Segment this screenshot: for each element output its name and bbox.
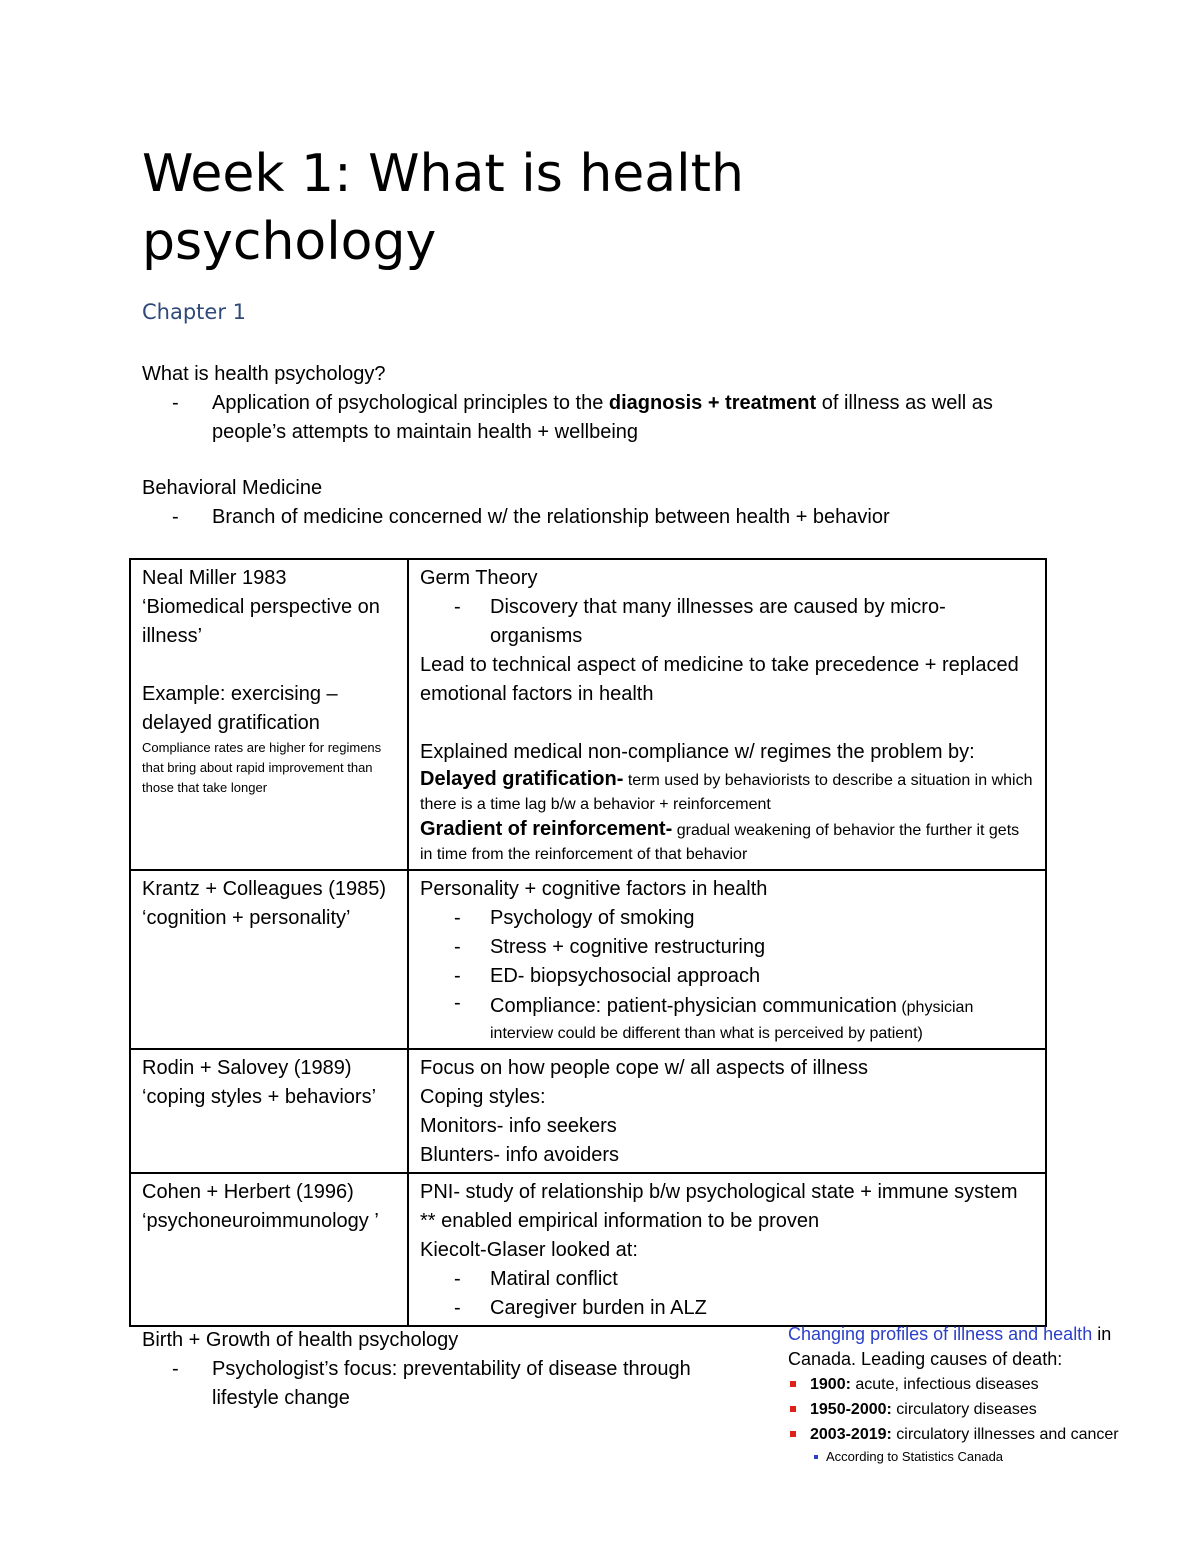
square-bullet-icon <box>790 1406 796 1412</box>
bullet-note: (physician interview could be different than what is perceived by patient) <box>490 999 974 1042</box>
list-item <box>788 1422 1168 1447</box>
behavioral-medicine-section <box>142 474 1062 532</box>
list-item <box>142 503 1062 532</box>
list-item <box>420 593 1035 651</box>
table-row <box>130 1049 1046 1173</box>
page-title: Week 1: What is health psychology <box>142 144 744 272</box>
list-item <box>142 389 1062 447</box>
cell-text: ‘coping styles + behaviors’ <box>142 1086 377 1108</box>
cell-definition <box>420 767 1035 817</box>
bullet-text: Psychology of smoking <box>490 907 695 929</box>
cell-text: Example: exercising – delayed gratification <box>142 683 338 734</box>
dash-bullet: - <box>172 506 179 528</box>
item-year: 1950-2000: <box>810 1401 892 1418</box>
definition-section <box>142 360 1062 447</box>
dash-bullet: - <box>454 965 461 987</box>
table-cell-right <box>408 870 1046 1049</box>
cell-definition <box>420 817 1035 867</box>
table-cell-left <box>130 559 408 870</box>
term-bold: Delayed gratification- <box>420 768 624 790</box>
list-item <box>420 1265 1035 1294</box>
item-text: acute, infectious diseases <box>850 1376 1039 1393</box>
cell-text: Germ Theory <box>420 567 538 589</box>
list-item <box>788 1397 1168 1422</box>
item-text: circulatory illnesses and cancer <box>891 1426 1119 1443</box>
list-item <box>420 991 1035 1046</box>
table-cell-left <box>130 1049 408 1173</box>
list-item <box>142 1355 742 1413</box>
square-bullet-icon <box>790 1381 796 1387</box>
table-row <box>130 1173 1046 1326</box>
cell-text: Cohen + Herbert (1996) <box>142 1181 354 1203</box>
behavioral-medicine-heading: Behavioral Medicine <box>142 477 323 499</box>
dash-bullet: - <box>454 907 461 929</box>
dash-bullet: - <box>454 596 461 618</box>
cell-text: Monitors- info seekers <box>420 1115 617 1137</box>
bullet-text: Matiral conflict <box>490 1268 618 1290</box>
cell-text: Personality + cognitive factors in health <box>420 878 768 900</box>
cell-text: Explained medical non-compliance w/ regimes the problem by: <box>420 741 975 763</box>
table-cell-left <box>130 1173 408 1326</box>
dash-bullet: - <box>454 992 461 1014</box>
term-text: gradual weakening of behavior the further it gets in time from the reinforcement of that behavior <box>420 822 1020 863</box>
table-cell-left <box>130 870 408 1049</box>
bullet-text-pre: Application of psychological principles to the <box>212 392 609 414</box>
bullet-text: ED- biopsychosocial approach <box>490 965 761 987</box>
history-table <box>129 558 1047 1327</box>
chapter-heading: Chapter 1 <box>142 300 246 324</box>
item-year: 1900: <box>810 1376 851 1393</box>
bullet-text-bold: diagnosis + treatment <box>608 392 817 414</box>
sidebox-title <box>788 1322 1168 1372</box>
dash-bullet: - <box>454 1268 461 1290</box>
dash-bullet: - <box>172 1358 179 1380</box>
cell-text: ‘psychoneuroimmunology ’ <box>142 1210 379 1232</box>
cell-text: ‘cognition + personality’ <box>142 907 351 929</box>
term-bold: Gradient of reinforcement- <box>420 818 673 840</box>
table-row <box>130 559 1046 870</box>
dash-bullet: - <box>454 936 461 958</box>
cell-text: ‘Biomedical perspective on illness’ <box>142 596 380 647</box>
list-item <box>420 1294 1035 1323</box>
bullet-text: Discovery that many illnesses are caused by micro-organisms <box>490 596 946 647</box>
cell-text: Lead to technical aspect of medicine to take precedence + replaced emotional factors in health <box>420 654 1019 705</box>
table-cell-right <box>408 1173 1046 1326</box>
dash-bullet: - <box>454 1297 461 1319</box>
sidebox-title-highlight: Changing profiles of illness and health <box>788 1324 1093 1344</box>
table-cell-right <box>408 1049 1046 1173</box>
list-item <box>420 904 1035 933</box>
cell-text: Blunters- info avoiders <box>420 1144 619 1166</box>
cell-text: Coping styles: <box>420 1086 546 1108</box>
square-bullet-icon <box>790 1431 796 1437</box>
table-row <box>130 870 1046 1049</box>
source-note <box>788 1447 1168 1467</box>
cell-note: Compliance rates are higher for regimens that bring about rapid improvement than those that take longer <box>142 740 382 795</box>
bullet-text: Stress + cognitive restructuring <box>490 936 766 958</box>
list-item <box>788 1372 1168 1397</box>
birth-growth-section <box>142 1326 742 1413</box>
dash-bullet: - <box>172 392 179 414</box>
term-text: term used by behaviorists to describe a situation in which there is a time lag b/w a behavior + reinforcement <box>420 772 1033 813</box>
list-item <box>420 933 1035 962</box>
birth-growth-heading: Birth + Growth of health psychology <box>142 1329 459 1351</box>
cell-text: Krantz + Colleagues (1985) <box>142 878 387 900</box>
square-bullet-icon <box>814 1455 818 1459</box>
item-year: 2003-2019: <box>810 1426 892 1443</box>
table-cell-right <box>408 559 1046 870</box>
leading-causes-box <box>788 1322 1168 1467</box>
cell-text: Rodin + Salovey (1989) <box>142 1057 352 1079</box>
cell-text: Focus on how people cope w/ all aspects of illness <box>420 1057 869 1079</box>
item-text: circulatory diseases <box>891 1401 1037 1418</box>
cell-text: Kiecolt-Glaser looked at: <box>420 1239 638 1261</box>
list-item <box>420 962 1035 991</box>
bullet-text: Compliance: patient-physician communication <box>490 995 897 1017</box>
question-heading: What is health psychology? <box>142 363 386 385</box>
bullet-text: Caregiver burden in ALZ <box>490 1297 707 1319</box>
sidebox-title-rest: in Canada. Leading causes of death: <box>788 1324 1112 1369</box>
bullet-text-post: of illness as well as people’s attempts to maintain health + wellbeing <box>212 392 993 443</box>
cell-text: PNI- study of relationship b/w psychological state + immune system ** enabled empirical information to be proven <box>420 1181 1018 1232</box>
source-text: According to Statistics Canada <box>826 1449 1004 1464</box>
bullet-text: Psychologist’s focus: preventability of disease through lifestyle change <box>212 1358 691 1409</box>
bullet-text: Branch of medicine concerned w/ the relationship between health + behavior <box>212 506 890 528</box>
cell-text: Neal Miller 1983 <box>142 567 287 589</box>
